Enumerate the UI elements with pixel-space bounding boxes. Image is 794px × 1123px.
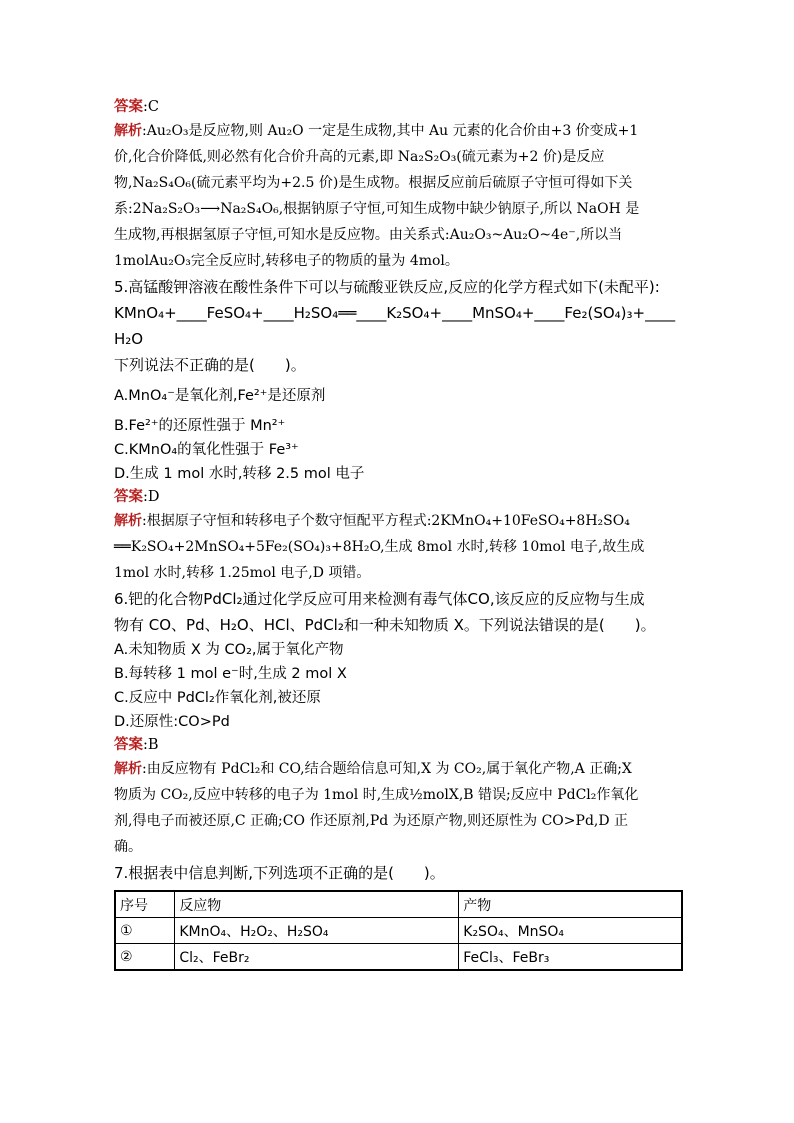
table-cell: Cl₂、FeBr₂ (175, 944, 459, 971)
question-stem: 5.高锰酸钾溶液在酸性条件下可以与硫酸亚铁反应,反应的化学方程式如下(未配平): (114, 278, 660, 296)
table-cell: ② (115, 944, 175, 971)
analysis-line: 1molAu₂O₃完全反应时,转移电子的物质的量为 4mol。 (114, 253, 459, 269)
question-7 (114, 860, 686, 971)
info-table (114, 890, 683, 971)
question-stem: KMnO₄+____FeSO₄+____H₂SO₄══____K₂SO₄+____MnSO₄+____Fe₂(SO₄)₃+____ (114, 304, 676, 322)
analysis-label: 解析 (114, 123, 142, 139)
answer-value: :D (143, 489, 160, 505)
option-b: B.每转移 1 mol e⁻时,生成 2 mol X (114, 666, 347, 682)
answer-label: 答案 (114, 489, 143, 505)
analysis-line: 确。 (114, 839, 142, 855)
question-prompt: 下列说法不正确的是( )。 (114, 356, 306, 374)
option-b: B.Fe²⁺的还原性强于 Mn²⁺ (114, 418, 286, 434)
table-row (115, 918, 682, 944)
question-stem: 6.钯的化合物PdCl₂通过化学反应可用来检测有毒气体CO,该反应的反应物与生成 (114, 590, 645, 608)
question-6 (114, 586, 686, 860)
option-a: A.MnO₄⁻是氧化剂,Fe²⁺是还原剂 (114, 388, 326, 404)
option-c: C.KMnO₄的氧化性强于 Fe³⁺ (114, 442, 299, 458)
q4-answer (114, 96, 686, 118)
analysis-line: 1mol 水时,转移 1.25mol 电子,D 项错。 (114, 565, 371, 581)
answer-value: :B (143, 737, 159, 753)
analysis-line: 价,化合价降低,则必然有化合价升高的元素,即 Na₂S₂O₃(硫元素为+2 价)是反应 (114, 149, 605, 165)
option-d: D.还原性:CO>Pd (114, 714, 230, 730)
table-row (115, 944, 682, 971)
option-c: C.反应中 PdCl₂作氧化剂,被还原 (114, 690, 321, 706)
table-header-row (115, 891, 682, 918)
table-cell: KMnO₄、H₂O₂、H₂SO₄ (175, 918, 459, 944)
analysis-line: 解析:根据原子守恒和转移电子个数守恒配平方程式:2KMnO₄+10FeSO₄+8H₂SO₄ (114, 513, 630, 529)
table-cell: FeCl₃、FeBr₃ (459, 944, 682, 971)
analysis-line: 解析:Au₂O₃是反应物,则 Au₂O 一定是生成物,其中 Au 元素的化合价由+3 价变成+1 (114, 123, 639, 139)
q4-analysis (114, 118, 686, 274)
option-a: A.未知物质 X 为 CO₂,属于氧化产物 (114, 642, 344, 658)
answer-label: 答案 (114, 737, 143, 753)
question-stem: 物有 CO、Pd、H₂O、HCl、PdCl₂和一种未知物质 X。下列说法错误的是( )。 (114, 616, 656, 634)
analysis-line: 物,Na₂S₄O₆(硫元素平均为+2.5 价)是生成物。根据反应前后硫原子守恒可得如下关 (114, 175, 633, 191)
analysis-line: 物质为 CO₂,反应中转移的电子为 1mol 时,生成½molX,B 错误;反应中 PdCl₂作氧化 (114, 787, 639, 803)
question-stem: 7.根据表中信息判断,下列选项不正确的是( )。 (114, 864, 445, 882)
document-page (114, 96, 686, 971)
analysis-line: 生成物,再根据氢原子守恒,可知水是反应物。由关系式:Au₂O₃~Au₂O~4e⁻,所以当 (114, 227, 623, 243)
analysis-line: 解析:由反应物有 PdCl₂和 CO,结合题给信息可知,X 为 CO₂,属于氧化产物,A 正确;X (114, 761, 632, 777)
analysis-line: ══K₂SO₄+2MnSO₄+5Fe₂(SO₄)₃+8H₂O,生成 8mol 水时,转移 10mol 电子,故生成 (114, 539, 645, 555)
answer-label: 答案 (114, 99, 143, 115)
question-stem: H₂O (114, 330, 144, 348)
q5-answer (114, 486, 686, 508)
table-header-cell: 产物 (459, 891, 682, 918)
question-5 (114, 274, 686, 586)
table-header-cell: 反应物 (175, 891, 459, 918)
table-cell: ① (115, 918, 175, 944)
analysis-line: 剂,得电子而被还原,C 正确;CO 作还原剂,Pd 为还原产物,则还原性为 CO>Pd,D 正 (114, 813, 629, 829)
analysis-label: 解析 (114, 513, 142, 529)
table-cell: K₂SO₄、MnSO₄ (459, 918, 682, 944)
analysis-label: 解析 (114, 761, 142, 777)
q6-answer (114, 734, 686, 756)
option-d: D.生成 1 mol 水时,转移 2.5 mol 电子 (114, 466, 365, 482)
analysis-line: 系:2Na₂S₂O₃⟶Na₂S₄O₆,根据钠原子守恒,可知生成物中缺少钠原子,所以 NaOH 是 (114, 201, 640, 217)
table-header-cell: 序号 (115, 891, 175, 918)
answer-value: :C (143, 99, 159, 115)
